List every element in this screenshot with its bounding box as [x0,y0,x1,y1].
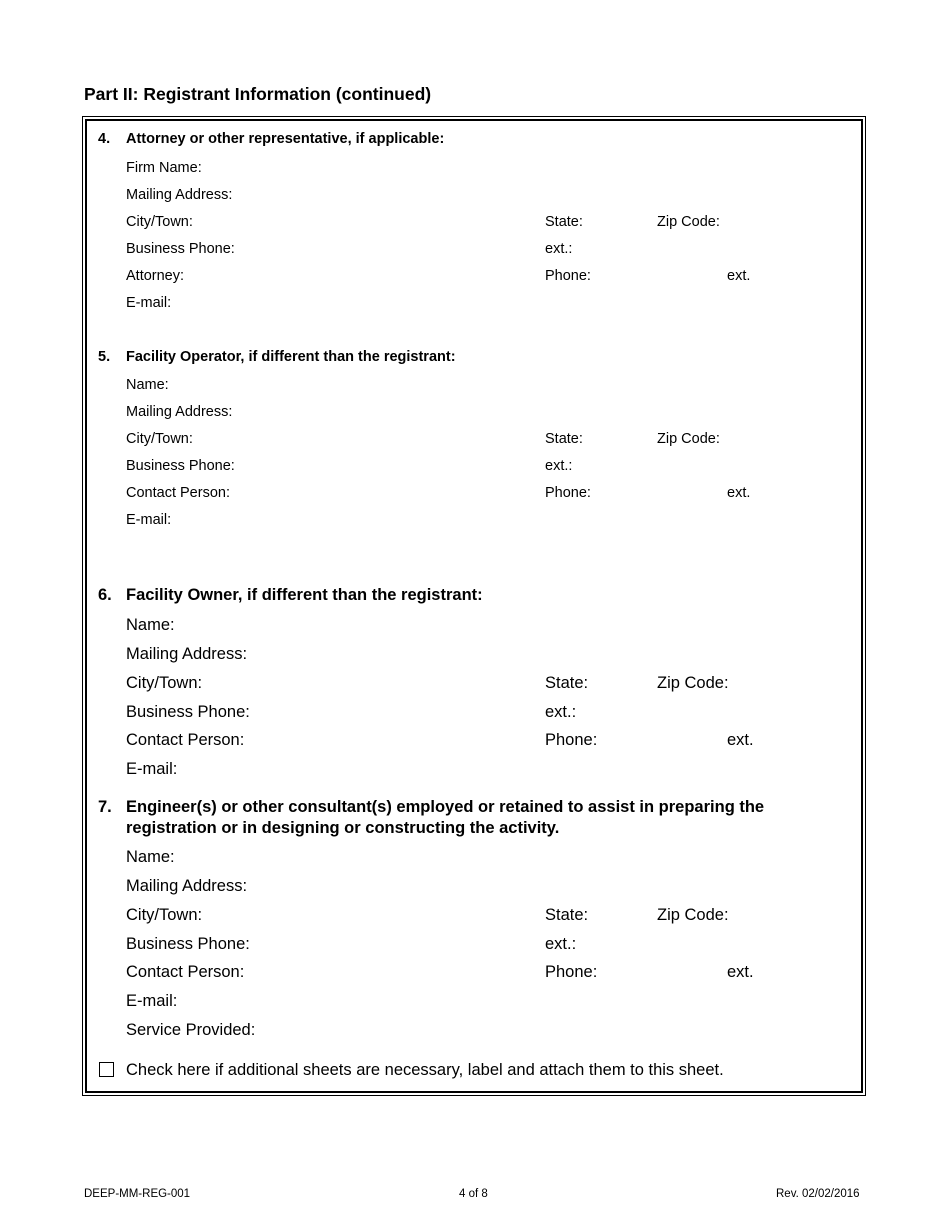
section-4-zip-label: Zip Code: [657,214,720,230]
section-5-email-label: E-mail: [126,512,172,528]
section-5-ext-label: ext.: [545,458,573,474]
section-5-phone-ext-label: ext. [727,485,751,501]
section-7-email-label: E-mail: [126,992,178,1010]
section-6-heading: Facility Owner, if different than the registrant: [126,586,483,604]
section-5-business-phone-label: Business Phone: [126,458,235,474]
section-7-city-label: City/Town: [126,906,203,924]
section-7-business-phone-label: Business Phone: [126,935,250,953]
section-6-phone-label: Phone: [545,731,598,749]
section-5-mailing-address-label: Mailing Address: [126,404,233,420]
page-title: Part II: Registrant Information (continued) [84,84,432,104]
section-4-heading: Attorney or other representative, if applicable: [126,131,445,147]
section-5-name-label: Name: [126,377,169,393]
section-6-business-phone-label: Business Phone: [126,703,250,721]
footer-revision: Rev. 02/02/2016 [776,1188,860,1200]
section-6-name-label: Name: [126,616,175,634]
section-7-state-label: State: [545,906,589,924]
section-7-zip-label: Zip Code: [657,906,729,924]
section-7-contact-person-label: Contact Person: [126,963,245,981]
section-4-email-label: E-mail: [126,295,172,311]
section-4-phone-label: Phone: [545,268,591,284]
section-6-ext-label: ext.: [545,703,577,721]
section-7-phone-label: Phone: [545,963,598,981]
footer-page-number: 4 of 8 [459,1188,488,1200]
section-6-state-label: State: [545,674,589,692]
section-4-ext-label: ext.: [545,241,573,257]
section-4-mailing-address-label: Mailing Address: [126,187,233,203]
section-7-name-label: Name: [126,848,175,866]
section-4-business-phone-label: Business Phone: [126,241,235,257]
section-4-number: 4. [98,131,111,147]
section-7-heading-line2: registration or in designing or constructing the activity. [126,819,560,837]
section-7-ext-label: ext.: [545,935,577,953]
section-5-contact-person-label: Contact Person: [126,485,230,501]
footer-form-id: DEEP-MM-REG-001 [84,1188,191,1200]
section-4-firm-name-label: Firm Name: [126,160,202,176]
section-4-state-label: State: [545,214,583,230]
section-4-attorney-label: Attorney: [126,268,185,284]
section-5-number: 5. [98,349,111,365]
section-5-heading: Facility Operator, if different than the registrant: [126,349,456,365]
section-5-city-label: City/Town: [126,431,193,447]
section-5-phone-label: Phone: [545,485,591,501]
section-5-state-label: State: [545,431,583,447]
section-6-zip-label: Zip Code: [657,674,729,692]
section-4-city-label: City/Town: [126,214,193,230]
section-6-number: 6. [98,586,112,604]
section-6-contact-person-label: Contact Person: [126,731,245,749]
section-7-number: 7. [98,798,112,816]
section-6-mailing-address-label: Mailing Address: [126,645,248,663]
section-7-mailing-address-label: Mailing Address: [126,877,248,895]
additional-sheets-checkbox-label: Check here if additional sheets are necessary, label and attach them to this sheet. [126,1061,724,1079]
section-7-phone-ext-label: ext. [727,963,754,981]
section-4-phone-ext-label: ext. [727,268,751,284]
section-6-email-label: E-mail: [126,760,178,778]
section-5-zip-label: Zip Code: [657,431,720,447]
section-7-heading-line1: Engineer(s) or other consultant(s) employed or retained to assist in preparing the [126,798,765,816]
additional-sheets-checkbox[interactable] [99,1062,114,1077]
section-6-city-label: City/Town: [126,674,203,692]
section-6-phone-ext-label: ext. [727,731,754,749]
section-7-service-provided-label: Service Provided: [126,1021,256,1039]
